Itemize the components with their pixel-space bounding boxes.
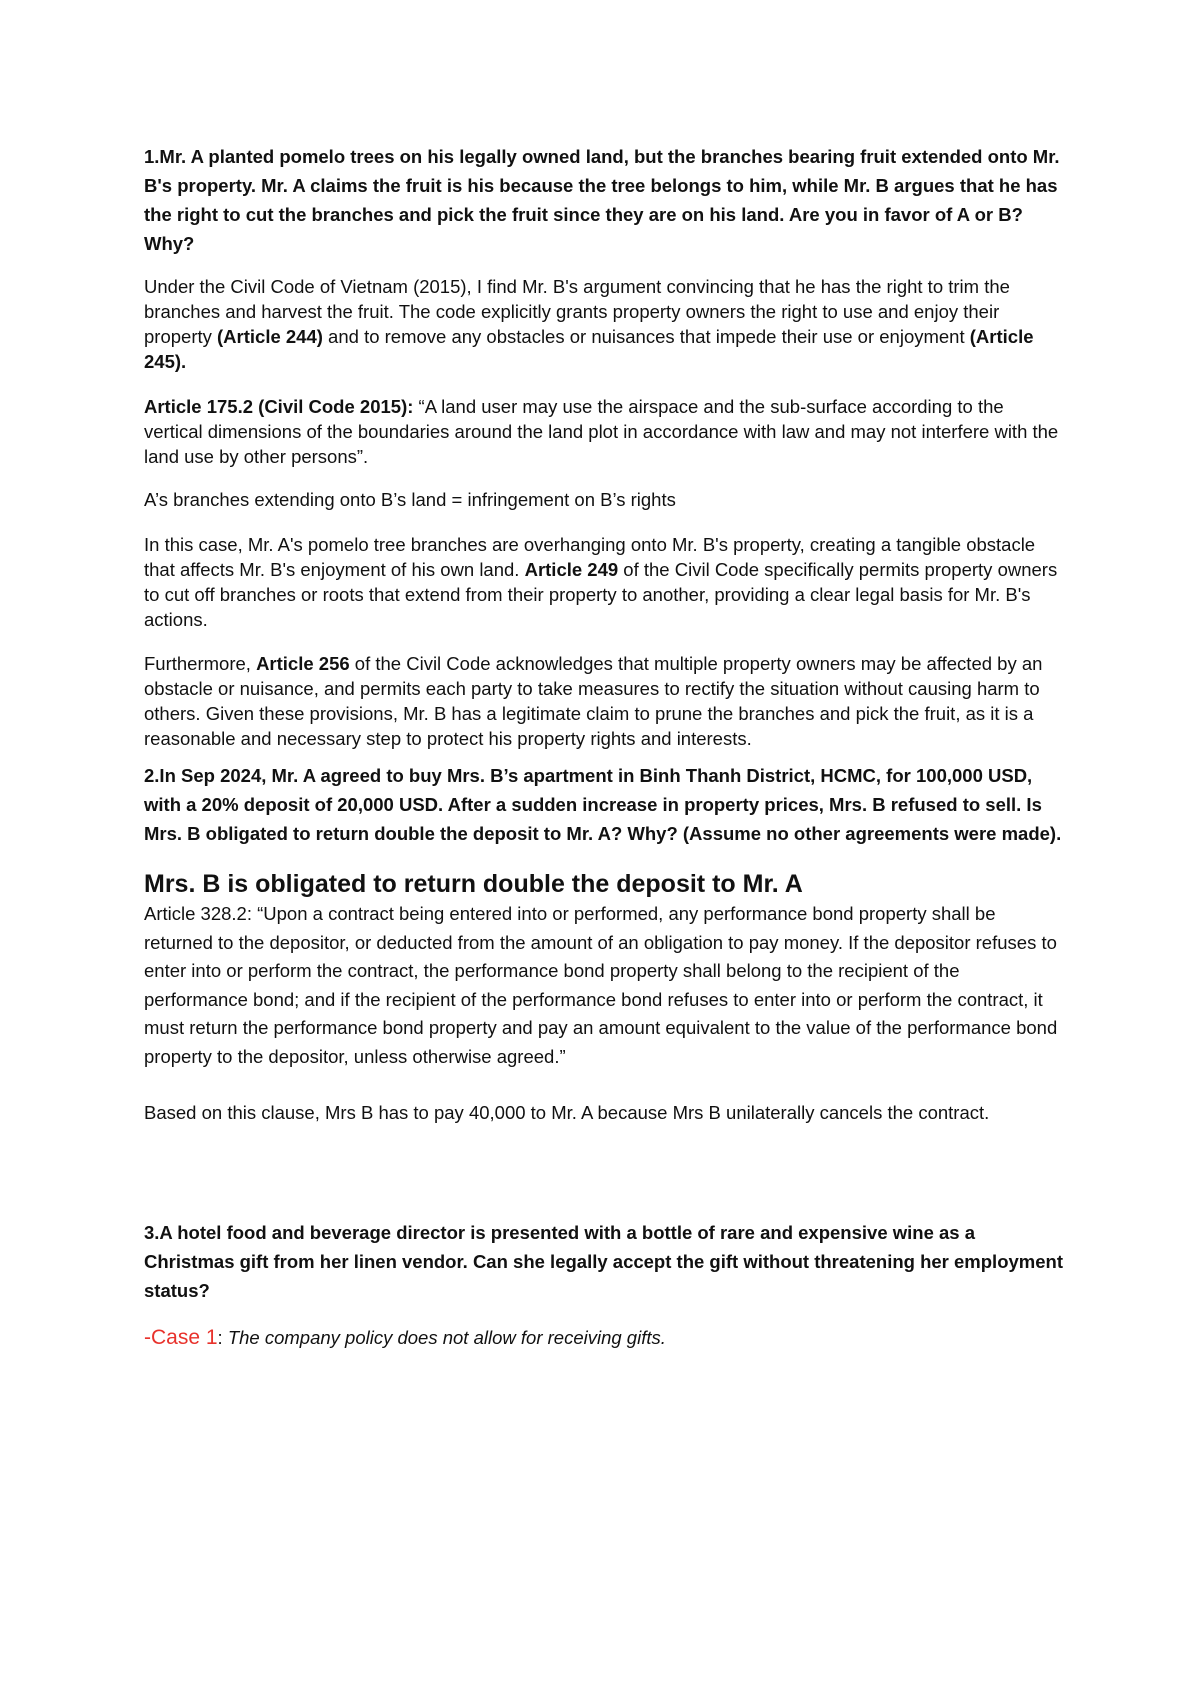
q2-conclusion: Based on this clause, Mrs B has to pay 40,000 to Mr. A because Mrs B unilaterally cancels the contract.	[144, 1102, 990, 1123]
q1-p2-quote: “A land user may use the airspace and the sub-surface according to the vertical dimensions of the boundaries around the land plot in accordance with law and may not interfere with the land use by other persons”.	[144, 396, 1059, 467]
q1-p1-text-2: and to remove any obstacles or nuisances that impede their use or enjoyment	[322, 326, 970, 347]
case-1-text: The company policy does not allow for receiving gifts.	[227, 1326, 666, 1348]
q1-paragraph-1	[144, 274, 1064, 374]
q1-paragraph-2	[144, 394, 1064, 469]
q3-case-1	[144, 1325, 1064, 1350]
article-256-ref: Article 256	[256, 653, 350, 674]
article-175-ref: Article 175.2 (Civil Code 2015):	[144, 396, 414, 417]
question-2: 2.In Sep 2024, Mr. A agreed to buy Mrs. B’s apartment in Binh Thanh District, HCMC, for 100,000 USD, with a 20% deposit of 20,000 USD. After a sudden increase in property prices, Mrs. B refused to sell. Is Mrs. B obligated to return double the deposit to Mr. A? Why? (Assume no other agreements were made).	[144, 765, 1062, 844]
q1-paragraph-5	[144, 651, 1064, 751]
q1-p4-text-1: In this case, Mr. A's pomelo tree branches are overhanging onto Mr. B's property, creating a tangible obstacle that affects Mr. B's enjoyment of his own land.	[144, 534, 1036, 580]
question-1: 1.Mr. A planted pomelo trees on his legally owned land, but the branches bearing fruit extended onto Mr. B's property. Mr. A claims the fruit is his because the tree belongs to him, while Mr. B argues that he has the right to cut the branches and pick the fruit since they are on his land. Are you in favor of A or B? Why?	[144, 146, 1060, 254]
article-245-ref: (Article 245).	[144, 326, 1034, 372]
q2-article-quote: Article 328.2: “Upon a contract being entered into or performed, any performance bond property shall be returned to the depositor, or deducted from the amount of an obligation to pay money. If the depositor refuses to enter into or perform the contract, the performance bond property shall belong to the recipient of the performance bond; and if the recipient of the performance bond refuses to enter into or perform the contract, it must return the performance bond property and pay an amount equivalent to the value of the performance bond property to the depositor, unless otherwise agreed.”	[144, 903, 1058, 1067]
article-244-ref: (Article 244)	[217, 326, 323, 347]
article-249-ref: Article 249	[524, 559, 619, 580]
question-3: 3.A hotel food and beverage director is presented with a bottle of rare and expensive wine as a Christmas gift from her linen vendor. Can she legally accept the gift without threatening her employment status?	[144, 1221, 1063, 1301]
q1-paragraph-4	[144, 532, 1064, 632]
document-page	[144, 142, 1064, 1350]
q2-answer-heading: Mrs. B is obligated to return double the deposit to Mr. A	[144, 870, 803, 898]
case-1-label: -Case 1	[144, 1325, 218, 1349]
q1-p1-text-1: Under the Civil Code of Vietnam (2015), I find Mr. B's argument convincing that he has the right to trim the branches and harvest the fruit. The code explicitly grants property owners the right to use and enjoy their property	[144, 276, 1010, 347]
q1-p5-text-2: of the Civil Code acknowledges that multiple property owners may be affected by an obstacle or nuisance, and permits each party to take measures to rectify the situation without causing harm to others. Given these provisions, Mr. B has a legitimate claim to prune the branches and pick the fruit, as it is a reasonable and necessary step to protect his property rights and interests.	[144, 653, 1043, 749]
q1-p5-text-1: Furthermore,	[144, 653, 257, 674]
q1-paragraph-3: A’s branches extending onto B’s land = infringement on B’s rights	[144, 489, 676, 510]
case-1-separator: :	[217, 1326, 228, 1348]
q1-p4-text-2: of the Civil Code specifically permits property owners to cut off branches or roots that extend from their property to another, providing a clear legal basis for Mr. B's actions.	[144, 559, 1058, 630]
